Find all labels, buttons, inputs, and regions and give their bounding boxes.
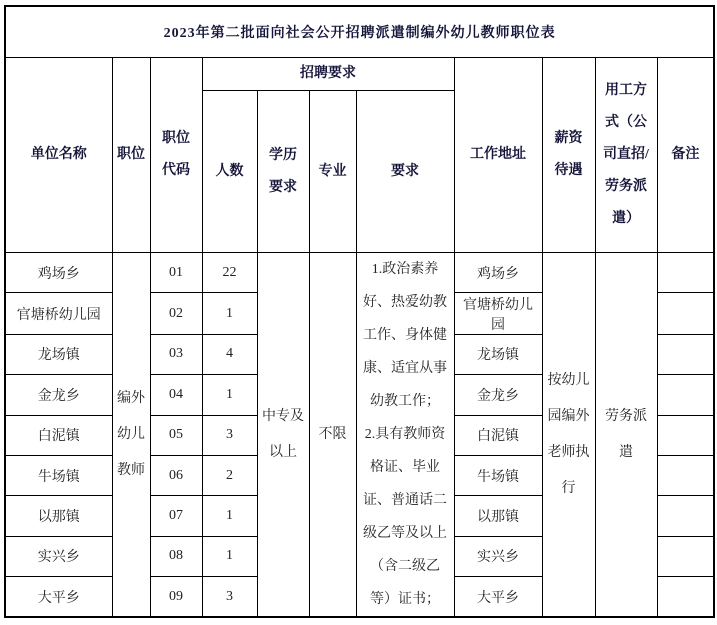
count-cell: 22 (202, 253, 257, 293)
page-title: 2023年第二批面向社会公开招聘派遣制编外幼儿教师职位表 (5, 6, 714, 58)
unit-cell: 实兴乡 (5, 536, 112, 576)
header-remarks: 备注 (657, 58, 714, 253)
count-cell: 3 (202, 577, 257, 617)
count-cell: 3 (202, 415, 257, 455)
remark-cell (657, 455, 714, 495)
remark-cell (657, 375, 714, 415)
count-cell: 1 (202, 536, 257, 576)
remark-cell (657, 577, 714, 617)
unit-cell: 鸡场乡 (5, 253, 112, 293)
code-cell: 08 (150, 536, 202, 576)
address-cell: 大平乡 (454, 577, 542, 617)
requirements-merged-cell (356, 253, 454, 618)
code-cell: 05 (150, 415, 202, 455)
title-row (5, 6, 714, 58)
header-unit-name: 单位名称 (5, 58, 112, 253)
code-cell: 09 (150, 577, 202, 617)
count-cell: 1 (202, 375, 257, 415)
header-major: 专业 (309, 91, 356, 253)
code-cell: 07 (150, 496, 202, 536)
remark-cell (657, 415, 714, 455)
code-cell: 06 (150, 455, 202, 495)
header-education: 学历要求 (257, 91, 309, 253)
address-cell: 官塘桥幼儿园 (454, 293, 542, 334)
count-cell: 1 (202, 496, 257, 536)
remark-cell (657, 334, 714, 374)
position-merged-cell: 编外幼儿教师 (112, 253, 150, 618)
code-cell: 03 (150, 334, 202, 374)
code-cell: 04 (150, 375, 202, 415)
header-requirements: 要求 (356, 91, 454, 253)
code-cell: 02 (150, 293, 202, 334)
header-employment-type: 用工方式（公司直招/劳务派遣） (595, 58, 657, 253)
address-cell: 牛场镇 (454, 455, 542, 495)
code-cell: 01 (150, 253, 202, 293)
address-cell: 金龙乡 (454, 375, 542, 415)
remark-cell (657, 293, 714, 334)
header-position: 职位 (112, 58, 150, 253)
remark-cell (657, 496, 714, 536)
unit-cell: 官塘桥幼儿园 (5, 293, 112, 334)
address-cell: 以那镇 (454, 496, 542, 536)
employment-merged-cell: 劳务派遣 (595, 253, 657, 618)
unit-cell: 牛场镇 (5, 455, 112, 495)
unit-cell: 金龙乡 (5, 375, 112, 415)
count-cell: 1 (202, 293, 257, 334)
requirement-item-1: 1.政治素养好、热爱幼教工作、身体健康、适宜从事幼教工作； (363, 262, 447, 409)
header-row-top (5, 58, 714, 91)
unit-cell: 龙场镇 (5, 334, 112, 374)
address-cell: 实兴乡 (454, 536, 542, 576)
remark-cell (657, 253, 714, 293)
header-work-address: 工作地址 (454, 58, 542, 253)
unit-cell: 大平乡 (5, 577, 112, 617)
unit-cell: 白泥镇 (5, 415, 112, 455)
address-cell: 白泥镇 (454, 415, 542, 455)
address-cell: 鸡场乡 (454, 253, 542, 293)
requirement-item-2: 2.具有教师资格证、毕业证、普通话二级乙等及以上（含二级乙等）证书； (363, 427, 447, 607)
remark-cell (657, 536, 714, 576)
address-cell: 龙场镇 (454, 334, 542, 374)
major-merged-cell: 不限 (309, 253, 356, 618)
header-position-code: 职位代码 (150, 58, 202, 253)
header-salary: 薪资待遇 (542, 58, 595, 253)
education-merged-cell: 中专及以上 (257, 253, 309, 618)
header-recruitment-requirements: 招聘要求 (202, 58, 454, 91)
header-headcount: 人数 (202, 91, 257, 253)
count-cell: 4 (202, 334, 257, 374)
salary-merged-cell: 按幼儿园编外老师执行 (542, 253, 595, 618)
table-row (5, 253, 714, 293)
unit-cell: 以那镇 (5, 496, 112, 536)
position-table (4, 5, 715, 618)
count-cell: 2 (202, 455, 257, 495)
